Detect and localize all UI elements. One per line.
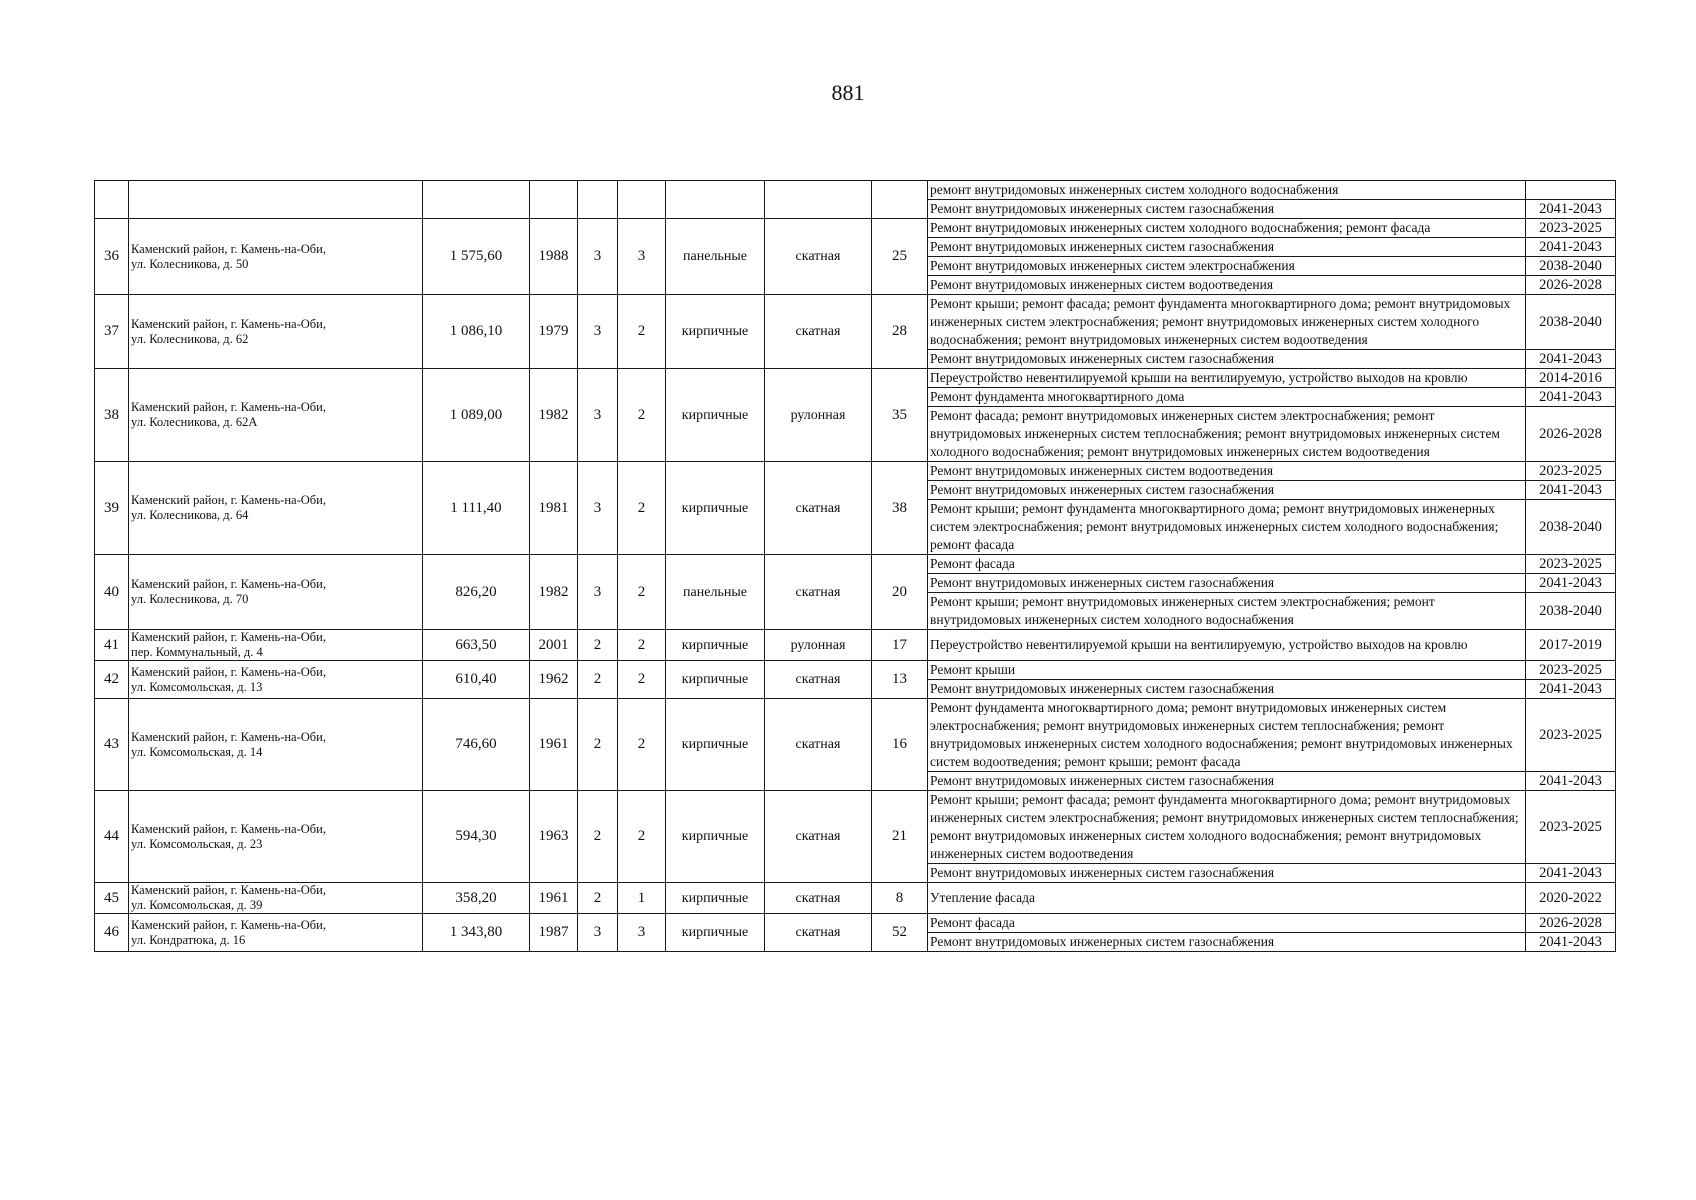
work-cell: Ремонт внутридомовых инженерных систем газоснабжения (928, 350, 1526, 369)
period-cell: 2041-2043 (1526, 933, 1616, 952)
floors-cell: 2 (578, 630, 618, 661)
area-cell: 594,30 (423, 791, 530, 883)
table-row (95, 883, 1616, 914)
work-cell: Ремонт внутридомовых инженерных систем газоснабжения (928, 574, 1526, 593)
area-cell: 1 575,60 (423, 219, 530, 295)
address-line: ул. Комсомольская, д. 39 (131, 898, 263, 912)
period-cell: 2038-2040 (1526, 295, 1616, 350)
walls-cell: кирпичные (666, 883, 765, 914)
row-number-cell: 43 (95, 699, 129, 791)
work-cell: Ремонт крыши; ремонт фасада; ремонт фундамента многоквартирного дома; ремонт внутридомовых инженерных систем электроснабжения; ремонт внутридомовых инженерных систем холодного водоснабжения; ремонт внутридомовых инженерных систем водоотведения (928, 295, 1526, 350)
address-line: ул. Кондратюка, д. 16 (131, 932, 246, 947)
table-row (95, 181, 1616, 200)
work-cell: Ремонт внутридомовых инженерных систем электроснабжения (928, 257, 1526, 276)
area-cell: 358,20 (423, 883, 530, 914)
continuation-year-cell (530, 181, 578, 219)
entrances-cell: 2 (618, 295, 666, 369)
walls-cell: панельные (666, 219, 765, 295)
floors-cell: 2 (578, 791, 618, 883)
entrances-cell: 3 (618, 914, 666, 952)
apartments-cell: 52 (872, 914, 928, 952)
floors-cell: 3 (578, 462, 618, 555)
apartments-cell: 16 (872, 699, 928, 791)
floors-cell: 3 (578, 555, 618, 630)
address-line: Каменский район, г. Камень-на-Оби, (131, 917, 326, 932)
continuation-num-cell (95, 181, 129, 219)
period-cell: 2038-2040 (1526, 257, 1616, 276)
table-row (95, 914, 1616, 933)
work-cell: Ремонт внутридомовых инженерных систем газоснабжения (928, 680, 1526, 699)
address-cell (129, 462, 423, 555)
row-number-cell: 37 (95, 295, 129, 369)
period-cell: 2023-2025 (1526, 555, 1616, 574)
area-cell: 663,50 (423, 630, 530, 661)
walls-cell: кирпичные (666, 630, 765, 661)
continuation-apartments-cell (872, 181, 928, 219)
work-cell: Ремонт фасада; ремонт внутридомовых инженерных систем электроснабжения; ремонт внутридомовых инженерных систем теплоснабжения; ремонт внутридомовых инженерных систем холодного водоснабжения; ремонт внутридомовых инженерных систем водоотведения (928, 407, 1526, 462)
entrances-cell: 2 (618, 661, 666, 699)
table-row (95, 555, 1616, 574)
address-cell (129, 295, 423, 369)
period-cell: 2041-2043 (1526, 772, 1616, 791)
floors-cell: 3 (578, 295, 618, 369)
address-cell (129, 661, 423, 699)
table-row (95, 661, 1616, 680)
continuation-entrances-cell (618, 181, 666, 219)
work-cell: Ремонт крыши (928, 661, 1526, 680)
continuation-walls-cell (666, 181, 765, 219)
work-cell: Ремонт крыши; ремонт фундамента многоквартирного дома; ремонт внутридомовых инженерных систем электроснабжения; ремонт внутридомовых инженерных систем холодного водоснабжения; ремонт фасада (928, 500, 1526, 555)
work-cell: Ремонт фундамента многоквартирного дома (928, 388, 1526, 407)
address-cell (129, 555, 423, 630)
address-cell (129, 699, 423, 791)
work-cell: Ремонт внутридомовых инженерных систем газоснабжения (928, 933, 1526, 952)
period-cell: 2017-2019 (1526, 630, 1616, 661)
continuation-addr-cell (129, 181, 423, 219)
year-cell: 1987 (530, 914, 578, 952)
year-cell: 1961 (530, 699, 578, 791)
entrances-cell: 2 (618, 462, 666, 555)
address-line: Каменский район, г. Камень-на-Оби, (131, 664, 326, 679)
year-cell: 2001 (530, 630, 578, 661)
floors-cell: 2 (578, 661, 618, 699)
row-number-cell: 40 (95, 555, 129, 630)
entrances-cell: 2 (618, 630, 666, 661)
work-cell: ремонт внутридомовых инженерных систем холодного водоснабжения (928, 181, 1526, 200)
floors-cell: 2 (578, 883, 618, 914)
address-line: ул. Колесникова, д. 64 (131, 508, 249, 522)
apartments-cell: 8 (872, 883, 928, 914)
period-cell: 2026-2028 (1526, 407, 1616, 462)
table-row (95, 699, 1616, 772)
address-cell (129, 791, 423, 883)
year-cell: 1979 (530, 295, 578, 369)
row-number-cell: 44 (95, 791, 129, 883)
work-cell: Ремонт внутридомовых инженерных систем газоснабжения (928, 481, 1526, 500)
table-row (95, 462, 1616, 481)
apartments-cell: 13 (872, 661, 928, 699)
entrances-cell: 1 (618, 883, 666, 914)
year-cell: 1982 (530, 555, 578, 630)
row-number-cell: 45 (95, 883, 129, 914)
address-line: пер. Коммунальный, д. 4 (131, 645, 263, 659)
walls-cell: кирпичные (666, 699, 765, 791)
work-cell: Ремонт внутридомовых инженерных систем холодного водоснабжения; ремонт фасада (928, 219, 1526, 238)
row-number-cell: 42 (95, 661, 129, 699)
address-line: Каменский район, г. Камень-на-Оби, (131, 883, 326, 897)
year-cell: 1981 (530, 462, 578, 555)
address-cell (129, 369, 423, 462)
roof-cell: рулонная (765, 369, 872, 462)
period-cell: 2041-2043 (1526, 864, 1616, 883)
table-row (95, 791, 1616, 864)
walls-cell: кирпичные (666, 661, 765, 699)
floors-cell: 3 (578, 914, 618, 952)
address-line: ул. Комсомольская, д. 14 (131, 744, 263, 759)
period-cell: 2023-2025 (1526, 219, 1616, 238)
period-cell: 2023-2025 (1526, 661, 1616, 680)
row-number-cell: 46 (95, 914, 129, 952)
table-row (95, 219, 1616, 238)
apartments-cell: 28 (872, 295, 928, 369)
work-cell: Ремонт фасада (928, 914, 1526, 933)
year-cell: 1962 (530, 661, 578, 699)
walls-cell: панельные (666, 555, 765, 630)
area-cell: 1 343,80 (423, 914, 530, 952)
continuation-floors-cell (578, 181, 618, 219)
walls-cell: кирпичные (666, 462, 765, 555)
period-cell: 2026-2028 (1526, 276, 1616, 295)
table-row (95, 630, 1616, 661)
address-line: Каменский район, г. Камень-на-Оби, (131, 400, 326, 414)
period-cell: 2026-2028 (1526, 914, 1616, 933)
year-cell: 1982 (530, 369, 578, 462)
period-cell: 2041-2043 (1526, 388, 1616, 407)
address-line: Каменский район, г. Камень-на-Оби, (131, 577, 326, 591)
address-line: ул. Колесникова, д. 50 (131, 256, 249, 271)
year-cell: 1963 (530, 791, 578, 883)
roof-cell: скатная (765, 914, 872, 952)
apartments-cell: 35 (872, 369, 928, 462)
address-line: Каменский район, г. Камень-на-Оби, (131, 821, 326, 836)
floors-cell: 2 (578, 699, 618, 791)
work-cell: Ремонт внутридомовых инженерных систем газоснабжения (928, 238, 1526, 257)
page-number: 881 (831, 80, 865, 105)
continuation-roof-cell (765, 181, 872, 219)
period-cell: 2023-2025 (1526, 699, 1616, 772)
period-cell: 2038-2040 (1526, 500, 1616, 555)
work-cell: Ремонт внутридомовых инженерных систем водоотведения (928, 462, 1526, 481)
area-cell: 826,20 (423, 555, 530, 630)
walls-cell: кирпичные (666, 791, 765, 883)
address-cell (129, 630, 423, 661)
apartments-cell: 21 (872, 791, 928, 883)
address-line: ул. Колесникова, д. 70 (131, 592, 249, 606)
year-cell: 1988 (530, 219, 578, 295)
address-line: Каменский район, г. Камень-на-Оби, (131, 241, 326, 256)
work-cell: Переустройство невентилируемой крыши на вентилируемую, устройство выходов на кровлю (928, 369, 1526, 388)
apartments-cell: 20 (872, 555, 928, 630)
period-cell: 2023-2025 (1526, 462, 1616, 481)
address-line: Каменский район, г. Камень-на-Оби, (131, 316, 326, 331)
work-cell: Ремонт крыши; ремонт внутридомовых инженерных систем электроснабжения; ремонт внутридомовых инженерных систем холодного водоснабжения (928, 593, 1526, 630)
work-cell: Утепление фасада (928, 883, 1526, 914)
year-cell: 1961 (530, 883, 578, 914)
row-number-cell: 39 (95, 462, 129, 555)
continuation-area-cell (423, 181, 530, 219)
work-cell: Ремонт крыши; ремонт фасада; ремонт фундамента многоквартирного дома; ремонт внутридомовых инженерных систем электроснабжения; ремонт внутридомовых инженерных систем теплоснабжения; ремонт внутридомовых инженерных систем холодного водоснабжения; ремонт внутридомовых инженерных систем водоотведения (928, 791, 1526, 864)
walls-cell: кирпичные (666, 295, 765, 369)
work-cell: Ремонт внутридомовых инженерных систем водоотведения (928, 276, 1526, 295)
period-cell: 2041-2043 (1526, 574, 1616, 593)
roof-cell: скатная (765, 462, 872, 555)
address-cell (129, 883, 423, 914)
apartments-cell: 17 (872, 630, 928, 661)
table-row (95, 295, 1616, 350)
roof-cell: рулонная (765, 630, 872, 661)
work-cell: Ремонт внутридомовых инженерных систем газоснабжения (928, 200, 1526, 219)
roof-cell: скатная (765, 883, 872, 914)
entrances-cell: 2 (618, 555, 666, 630)
row-number-cell: 41 (95, 630, 129, 661)
period-cell: 2041-2043 (1526, 238, 1616, 257)
period-cell: 2020-2022 (1526, 883, 1616, 914)
address-line: Каменский район, г. Камень-на-Оби, (131, 630, 326, 644)
area-cell: 1 111,40 (423, 462, 530, 555)
capital-repair-table (94, 180, 1616, 952)
roof-cell: скатная (765, 699, 872, 791)
period-cell: 2041-2043 (1526, 200, 1616, 219)
address-line: ул. Комсомольская, д. 13 (131, 679, 263, 694)
work-cell: Ремонт фасада (928, 555, 1526, 574)
apartments-cell: 25 (872, 219, 928, 295)
address-line: ул. Колесникова, д. 62 (131, 331, 249, 346)
address-line: Каменский район, г. Камень-на-Оби, (131, 729, 326, 744)
period-cell: 2041-2043 (1526, 680, 1616, 699)
roof-cell: скатная (765, 791, 872, 883)
work-cell: Ремонт фундамента многоквартирного дома; ремонт внутридомовых инженерных систем электроснабжения; ремонт внутридомовых инженерных систем теплоснабжения; ремонт внутридомовых инженерных систем холодного водоснабжения; ремонт внутридомовых инженерных систем водоотведения; ремонт крыши; ремонт фасада (928, 699, 1526, 772)
entrances-cell: 3 (618, 219, 666, 295)
floors-cell: 3 (578, 219, 618, 295)
row-number-cell: 36 (95, 219, 129, 295)
address-cell (129, 219, 423, 295)
work-cell: Ремонт внутридомовых инженерных систем газоснабжения (928, 772, 1526, 791)
row-number-cell: 38 (95, 369, 129, 462)
work-cell: Ремонт внутридомовых инженерных систем газоснабжения (928, 864, 1526, 883)
period-cell (1526, 181, 1616, 200)
address-line: ул. Комсомольская, д. 23 (131, 836, 263, 851)
roof-cell: скатная (765, 555, 872, 630)
walls-cell: кирпичные (666, 369, 765, 462)
area-cell: 1 089,00 (423, 369, 530, 462)
period-cell: 2023-2025 (1526, 791, 1616, 864)
address-cell (129, 914, 423, 952)
apartments-cell: 38 (872, 462, 928, 555)
entrances-cell: 2 (618, 369, 666, 462)
area-cell: 1 086,10 (423, 295, 530, 369)
period-cell: 2038-2040 (1526, 593, 1616, 630)
period-cell: 2041-2043 (1526, 350, 1616, 369)
roof-cell: скатная (765, 219, 872, 295)
work-cell: Переустройство невентилируемой крыши на вентилируемую, устройство выходов на кровлю (928, 630, 1526, 661)
area-cell: 746,60 (423, 699, 530, 791)
area-cell: 610,40 (423, 661, 530, 699)
walls-cell: кирпичные (666, 914, 765, 952)
address-line: Каменский район, г. Камень-на-Оби, (131, 493, 326, 507)
period-cell: 2041-2043 (1526, 481, 1616, 500)
table-row (95, 369, 1616, 388)
roof-cell: скатная (765, 661, 872, 699)
floors-cell: 3 (578, 369, 618, 462)
entrances-cell: 2 (618, 791, 666, 883)
roof-cell: скатная (765, 295, 872, 369)
period-cell: 2014-2016 (1526, 369, 1616, 388)
entrances-cell: 2 (618, 699, 666, 791)
address-line: ул. Колесникова, д. 62А (131, 415, 258, 429)
